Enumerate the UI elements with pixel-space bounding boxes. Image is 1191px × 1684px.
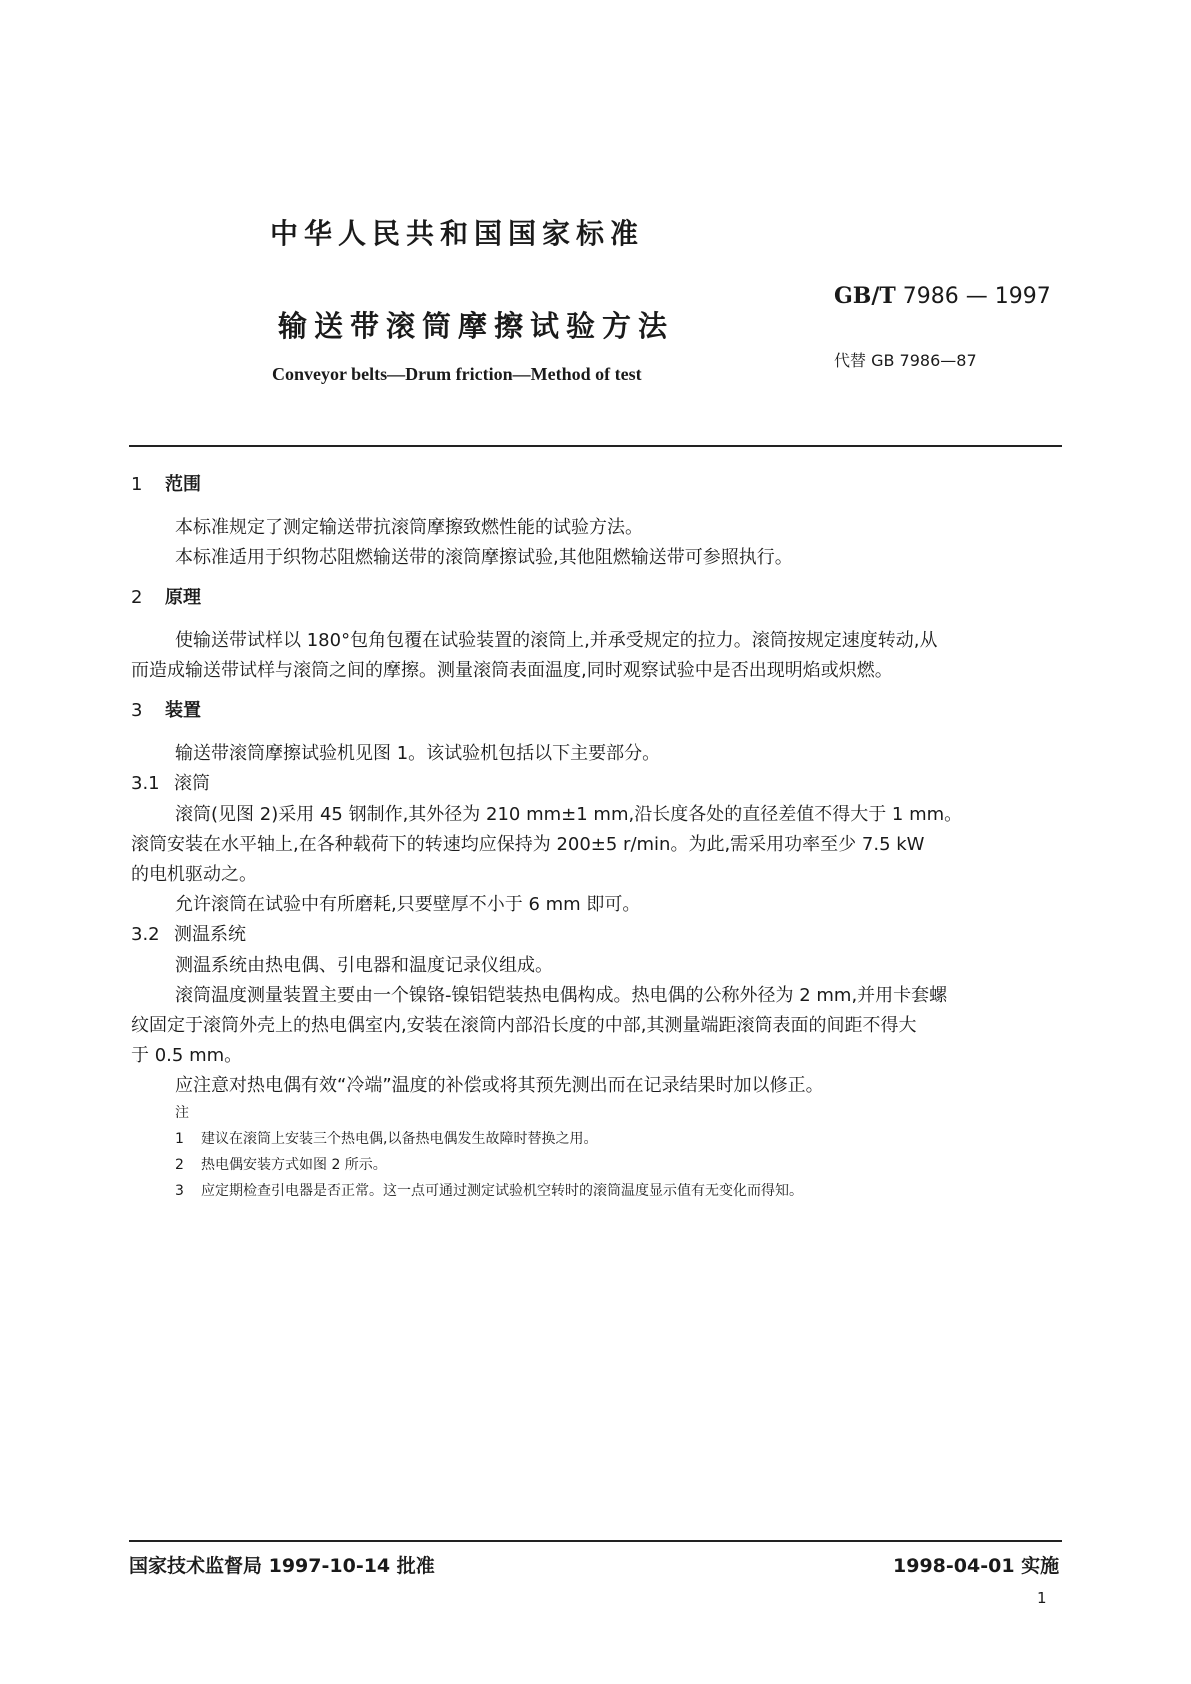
subsection-number: 3.2 [131,924,160,945]
note-text: 热电偶安装方式如图 2 所示。 [201,1157,387,1173]
section-number: 2 [131,587,143,608]
paragraph-line: 测温系统由热电偶、引电器和温度记录仪组成。 [175,955,553,976]
section-3-heading [131,696,201,722]
footer-divider [129,1540,1062,1542]
replaces-note: 代替 GB 7986—87 [834,351,977,370]
paragraph-line: 的电机驱动之。 [131,864,257,885]
standard-no: 7986 — 1997 [902,284,1051,309]
subsection-number: 3.1 [131,773,160,794]
paragraph-line: 滚筒安装在水平轴上,在各种载荷下的转速均应保持为 200±5 r/min。为此,需采用功率至少 7.5 kW [131,834,925,855]
note-item [175,1154,387,1174]
paragraph: 输送带滚筒摩擦试验机见图 1。该试验机包括以下主要部分。 [175,743,661,764]
section-title: 装置 [165,700,201,721]
paragraph-line: 使输送带试样以 180°包角包覆在试验装置的滚筒上,并承受规定的拉力。滚筒按规定速度转动,从 [175,630,938,651]
standard-number [834,283,1051,309]
subsection-title: 滚筒 [174,773,210,794]
note-item [175,1128,597,1148]
paragraph: 本标准适用于织物芯阻燃输送带的滚筒摩擦试验,其他阻燃输送带可参照执行。 [175,547,793,568]
note-text: 建议在滚筒上安装三个热电偶,以备热电偶发生故障时替换之用。 [201,1131,598,1147]
paragraph: 本标准规定了测定输送带抗滚筒摩擦致燃性能的试验方法。 [175,517,643,538]
paragraph-line: 滚筒(见图 2)采用 45 钢制作,其外径为 210 mm±1 mm,沿长度各处的直径差值不得大于 1 mm。 [175,804,963,825]
standard-code: GB/T [834,283,896,309]
note-number: 2 [175,1157,184,1173]
notes-label: 注 [175,1105,189,1121]
section-number: 3 [131,700,143,721]
subsection-3-1-heading [131,769,210,795]
subsection-3-2-heading [131,920,246,946]
page-number: 1 [1037,1589,1047,1607]
standard-title-cn: 输送带滚筒摩擦试验方法 [278,309,675,343]
paragraph-line: 纹固定于滚筒外壳上的热电偶室内,安装在滚筒内部沿长度的中部,其测量端距滚筒表面的间距不得大 [131,1015,917,1036]
note-text: 应定期检查引电器是否正常。这一点可通过测定试验机空转时的滚筒温度显示值有无变化而得知。 [201,1183,803,1199]
note-number: 3 [175,1183,184,1199]
section-1-heading [131,470,201,496]
paragraph-line: 于 0.5 mm。 [131,1045,243,1066]
paragraph-line: 应注意对热电偶有效“冷端”温度的补偿或将其预先测出而在记录结果时加以修正。 [175,1075,824,1096]
approval-date: 国家技术监督局 1997-10-14 批准 [129,1555,435,1577]
note-number: 1 [175,1131,184,1147]
header-divider [129,445,1062,447]
paragraph-line: 滚筒温度测量装置主要由一个镍铬-镍铝铠装热电偶构成。热电偶的公称外径为 2 mm,并用卡套螺 [175,985,948,1006]
paragraph-line: 而造成输送带试样与滚筒之间的摩擦。测量滚筒表面温度,同时观察试验中是否出现明焰或炽燃。 [131,660,893,681]
note-item [175,1180,803,1200]
section-title: 范围 [165,474,201,495]
subsection-title: 测温系统 [174,924,246,945]
national-standard-heading: 中华人民共和国国家标准 [270,217,645,250]
paragraph-line: 允许滚筒在试验中有所磨耗,只要壁厚不小于 6 mm 即可。 [175,894,641,915]
section-2-heading [131,583,201,609]
section-title: 原理 [165,587,201,608]
effective-date: 1998-04-01 实施 [893,1555,1060,1577]
standard-title-en: Conveyor belts—Drum friction—Method of test [272,364,642,384]
section-number: 1 [131,474,143,495]
